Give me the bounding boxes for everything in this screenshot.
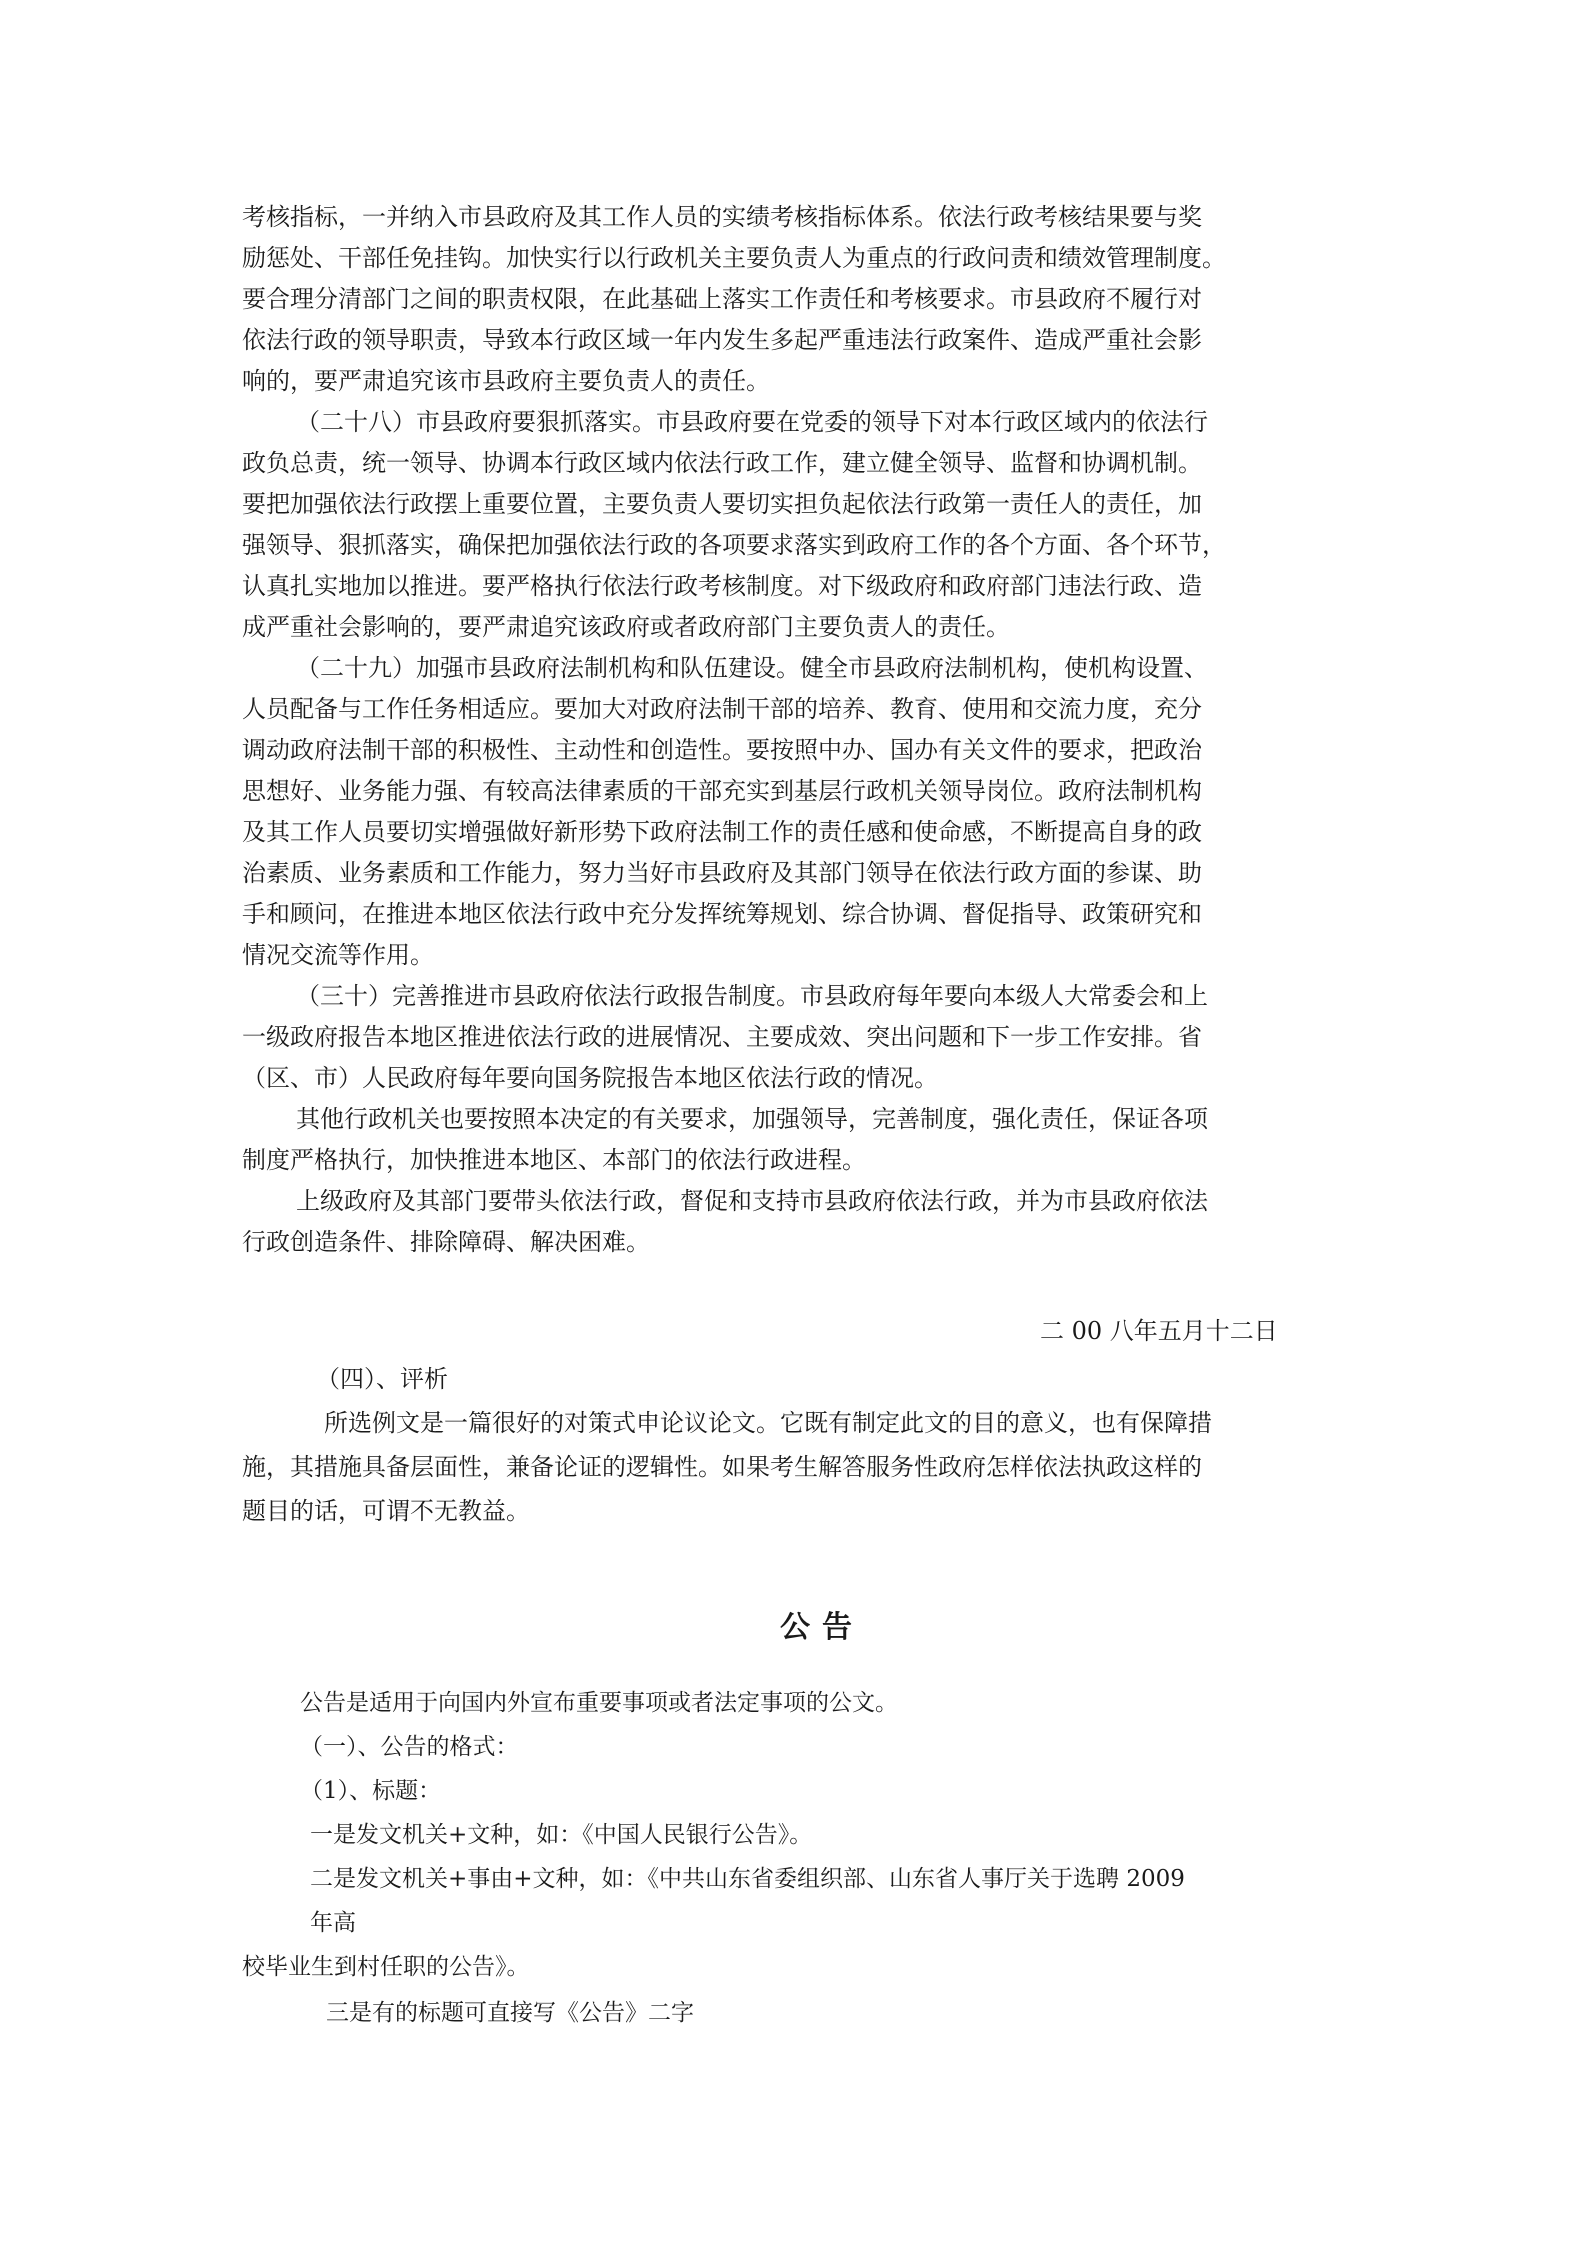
paragraph-line: 施，其措施具备层面性，兼备论证的逻辑性。如果考生解答服务性政府怎样依法执政这样的	[242, 1453, 1202, 1481]
paragraph-line: 要合理分清部门之间的职责权限，在此基础上落实工作责任和考核要求。市县政府不履行对	[242, 285, 1202, 313]
paragraph-line: 调动政府法制干部的积极性、主动性和创造性。要按照中办、国办有关文件的要求，把政治	[242, 736, 1202, 764]
paragraph-line: 手和顾问，在推进本地区依法行政中充分发挥统筹规划、综合协调、督促指导、政策研究和	[242, 900, 1202, 928]
paragraph-line: 上级政府及其部门要带头依法行政，督促和支持市县政府依法行政，并为市县政府依法	[296, 1187, 1208, 1215]
paragraph-line: 思想好、业务能力强、有较高法律素质的干部充实到基层行政机关领导岗位。政府法制机构	[242, 777, 1202, 805]
document-date: 二 00 八年五月十二日	[1040, 1317, 1278, 1345]
paragraph-line: 响的，要严肃追究该市县政府主要负责人的责任。	[242, 367, 770, 395]
paragraph-line: 要把加强依法行政摆上重要位置，主要负责人要切实担负起依法行政第一责任人的责任，加	[242, 490, 1202, 518]
paragraph-line: 人员配备与工作任务相适应。要加大对政府法制干部的培养、教育、使用和交流力度，充分	[242, 695, 1202, 723]
paragraph-line: 校毕业生到村任职的公告》。	[242, 1954, 530, 1980]
paragraph-line: （三十）完善推进市县政府依法行政报告制度。市县政府每年要向本级人大常委会和上	[296, 982, 1208, 1010]
paragraph-line: 年高	[310, 1910, 356, 1936]
paragraph-line: （区、市）人民政府每年要向国务院报告本地区依法行政的情况。	[242, 1064, 938, 1092]
paragraph-line: 一是发文机关+文种，如：《中国人民银行公告》。	[310, 1822, 813, 1848]
paragraph-line: 其他行政机关也要按照本决定的有关要求，加强领导，完善制度，强化责任，保证各项	[296, 1105, 1208, 1133]
paragraph-line: 行政创造条件、排除障碍、解决困难。	[242, 1228, 650, 1256]
section-title: （四）、评析	[316, 1365, 448, 1393]
paragraph-line: （二十八）市县政府要狠抓落实。市县政府要在党委的领导下对本行政区域内的依法行	[296, 408, 1208, 436]
paragraph-line: 政负总责，统一领导、协调本行政区域内依法行政工作，建立健全领导、监督和协调机制。	[242, 449, 1202, 477]
paragraph-line: 所选例文是一篇很好的对策式申论议论文。它既有制定此文的目的意义，也有保障措	[324, 1409, 1212, 1437]
paragraph-line: 二是发文机关+事由+文种，如：《中共山东省委组织部、山东省人事厅关于选聘 2009	[310, 1866, 1185, 1892]
paragraph-line: 公告是适用于向国内外宣布重要事项或者法定事项的公文。	[300, 1690, 898, 1716]
paragraph-line: 题目的话，可谓不无教益。	[242, 1497, 530, 1525]
paragraph-line: 三是有的标题可直接写《公告》二字	[326, 2000, 694, 2026]
paragraph-line: 依法行政的领导职责，导致本行政区域一年内发生多起严重违法行政案件、造成严重社会影	[242, 326, 1202, 354]
paragraph-line: 治素质、业务素质和工作能力，努力当好市县政府及其部门领导在依法行政方面的参谋、助	[242, 859, 1202, 887]
paragraph-line: 情况交流等作用。	[242, 941, 434, 969]
paragraph-line: （二十九）加强市县政府法制机构和队伍建设。健全市县政府法制机构，使机构设置、	[296, 654, 1208, 682]
paragraph-line: 一级政府报告本地区推进依法行政的进展情况、主要成效、突出问题和下一步工作安排。省	[242, 1023, 1202, 1051]
paragraph-line: 认真扎实地加以推进。要严格执行依法行政考核制度。对下级政府和政府部门违法行政、造	[242, 572, 1202, 600]
paragraph-line: 考核指标，一并纳入市县政府及其工作人员的实绩考核指标体系。依法行政考核结果要与奖	[242, 203, 1202, 231]
page-heading: 公告	[780, 1610, 864, 1645]
paragraph-line: 强领导、狠抓落实，确保把加强依法行政的各项要求落实到政府工作的各个方面、各个环节，	[242, 531, 1226, 559]
section-title: （一）、公告的格式：	[300, 1734, 519, 1760]
paragraph-line: 成严重社会影响的，要严肃追究该政府或者政府部门主要负责人的责任。	[242, 613, 1010, 641]
paragraph-line: 及其工作人员要切实增强做好新形势下政府法制工作的责任感和使命感，不断提高自身的政	[242, 818, 1202, 846]
paragraph-line: 制度严格执行，加快推进本地区、本部门的依法行政进程。	[242, 1146, 866, 1174]
paragraph-line: 励惩处、干部任免挂钩。加快实行以行政机关主要负责人为重点的行政问责和绩效管理制度。	[242, 244, 1226, 272]
section-title: （1）、标题：	[300, 1778, 442, 1804]
